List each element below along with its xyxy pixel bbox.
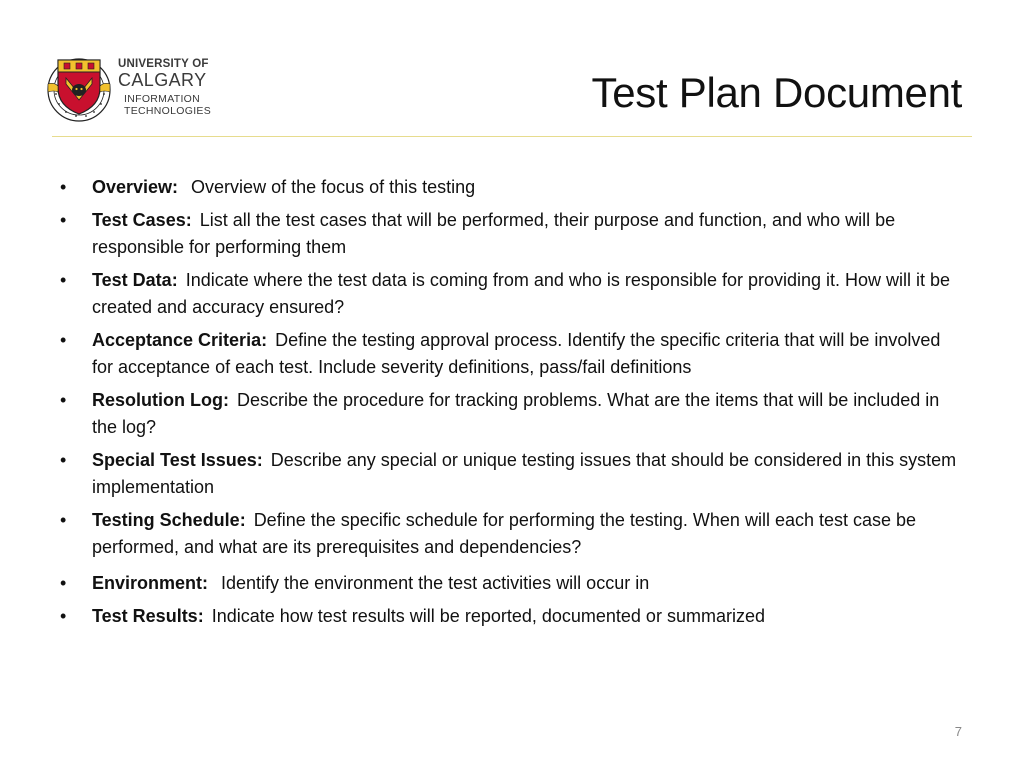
university-logo [46, 54, 222, 126]
bullet-item-testing-schedule [60, 507, 960, 561]
page-number: 7 [954, 724, 962, 739]
university-crest-icon [46, 54, 112, 124]
slide-title: Test Plan Document [591, 69, 962, 116]
bullet-text: Describe the procedure for tracking problems. What are the items that will be included in the log? [92, 390, 940, 437]
bullet-term: Test Cases: [92, 210, 192, 230]
bullet-item-resolution-log [60, 387, 960, 441]
title-divider [52, 136, 972, 137]
bullet-item-acceptance-criteria [60, 327, 960, 381]
bullet-item-environment [60, 570, 960, 597]
wordmark-university-of: UNIVERSITY OF [118, 58, 209, 70]
bullet-item-overview [60, 174, 960, 201]
bullet-term: Test Data: [92, 270, 178, 290]
bullet-term: Resolution Log: [92, 390, 229, 410]
bullet-text: Define the specific schedule for performing the testing. When will each test case be performed, and what are its prerequisites and dependencies? [92, 510, 917, 557]
bullet-icon: • [60, 573, 67, 593]
wordmark-information: INFORMATION [124, 93, 201, 105]
bullet-icon: • [60, 330, 67, 350]
bullet-item-special-test-issues [60, 447, 960, 501]
bullet-text: Overview of the focus of this testing [186, 177, 476, 197]
bullet-text: List all the test cases that will be performed, their purpose and function, and who will be responsible for performing them [92, 210, 896, 257]
wordmark-technologies: TECHNOLOGIES [124, 105, 212, 117]
bullet-icon: • [60, 390, 67, 410]
bullet-icon: • [60, 177, 67, 197]
bullet-term: Acceptance Criteria: [92, 330, 268, 350]
bullet-text: Describe any special or unique testing issues that should be considered in this system implementation [92, 450, 957, 497]
bullet-text: Identify the environment the test activities will occur in [216, 573, 650, 593]
bullet-term: Overview: [92, 177, 179, 197]
bullet-text: Define the testing approval process. Identify the specific criteria that will be involved for acceptance of each test. Include severity definitions, pass/fail definitions [92, 330, 941, 377]
bullet-term: Test Results: [92, 606, 204, 626]
bullet-icon: • [60, 510, 67, 530]
bullet-item-test-data [60, 267, 960, 321]
bullet-icon: • [60, 450, 67, 470]
bullet-text: Indicate where the test data is coming from and who is responsible for providing it. How will it be created and accuracy ensured? [92, 270, 951, 317]
bullet-term: Special Test Issues: [92, 450, 263, 470]
bullet-list [60, 174, 960, 636]
bullet-text: Indicate how test results will be reported, documented or summarized [211, 606, 765, 626]
bullet-term: Environment: [92, 573, 209, 593]
university-wordmark [118, 58, 222, 117]
bullet-icon: • [60, 606, 67, 626]
bullet-item-test-cases [60, 207, 960, 261]
bullet-icon: • [60, 210, 67, 230]
bullet-term: Testing Schedule: [92, 510, 246, 530]
wordmark-calgary: CALGARY [118, 70, 207, 90]
bullet-icon: • [60, 270, 67, 290]
bullet-item-test-results [60, 603, 960, 630]
